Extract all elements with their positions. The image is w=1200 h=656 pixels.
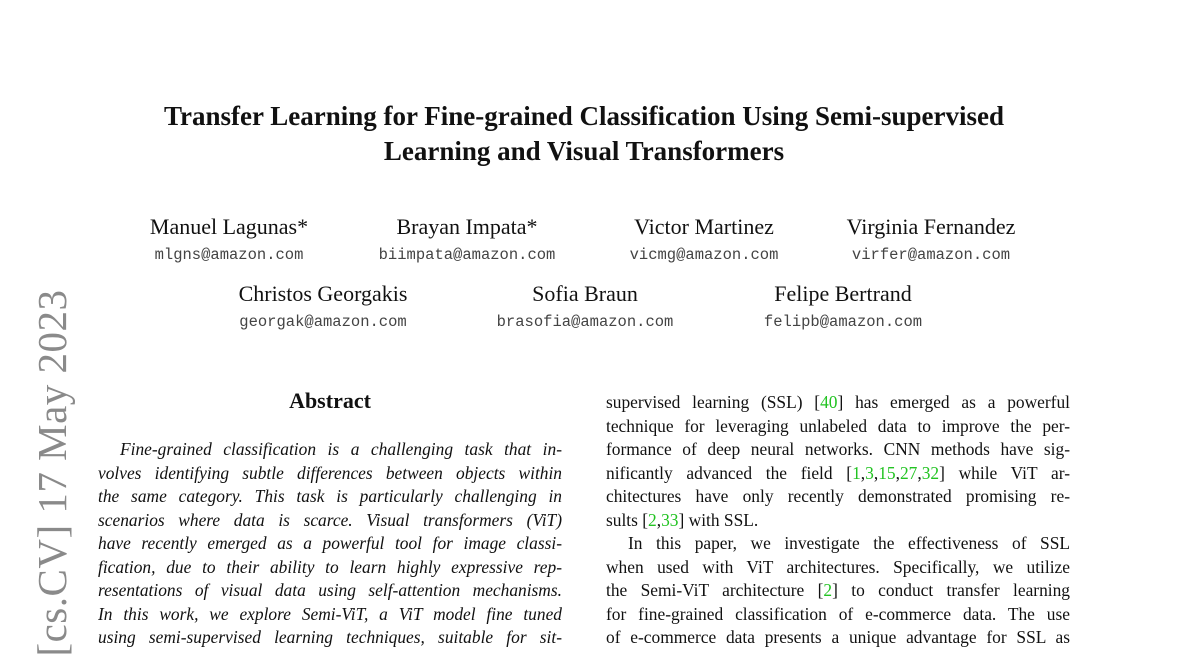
citation-link[interactable]: 32 [921, 462, 940, 483]
abstract-line: volves identifying subtle differences between objects within [98, 462, 562, 483]
author-email: felipb@amazon.com [763, 313, 923, 331]
author-name: Victor Martinez [634, 214, 774, 239]
author-block [239, 281, 408, 332]
citation-link[interactable]: 3 [865, 462, 874, 483]
author-name: Manuel Lagunas* [149, 214, 309, 239]
author-block [847, 214, 1016, 265]
citation-link[interactable]: 15 [878, 462, 896, 483]
title-line-1: Transfer Learning for Fine-grained Classification Using Semi-supervised [164, 101, 1004, 131]
abstract-line: Fine-grained classification is a challenging task that in- [120, 439, 562, 459]
body-line: the Semi-ViT architecture [2] to conduct transfer learning [606, 580, 1070, 600]
intro-body [606, 391, 1070, 650]
abstract-heading: Abstract [289, 388, 371, 413]
author-email: vicmg@amazon.com [629, 246, 779, 264]
author-name: Christos Georgakis [238, 281, 408, 306]
author-name: Sofia Braun [532, 281, 638, 306]
paper-title [0, 99, 1168, 169]
author-email: virfer@amazon.com [851, 246, 1011, 264]
author-block [497, 281, 674, 332]
citation-link[interactable]: 33 [661, 509, 679, 530]
body-line: sults [2,33] with SSL. [606, 509, 759, 530]
citation-link[interactable]: 40 [820, 392, 838, 412]
abstract-line: scenarios where data is scarce. Visual transformers (ViT) [98, 509, 562, 530]
abstract-line: have recently emerged as a powerful tool for image classi- [98, 533, 562, 553]
abstract-line: resentations of visual data using self-attention mechanisms. [98, 580, 562, 600]
body-line: for fine-grained classification of e-commerce data. The use [606, 603, 1070, 624]
abstract-line: fication, due to their ability to learn highly expressive rep- [98, 556, 562, 577]
author-email: brasofia@amazon.com [496, 313, 674, 331]
body-line: formance of deep neural networks. CNN methods have sig- [606, 439, 1070, 459]
abstract-line: In this work, we explore Semi-ViT, a ViT model fine tuned [98, 603, 562, 624]
citation-link[interactable]: 1 [852, 462, 861, 483]
body-line: technique for leveraging unlabeled data to improve the per- [606, 415, 1070, 436]
body-line: chitectures have only recently demonstrated promising re- [606, 486, 1070, 506]
body-line: when used with ViT architectures. Specifically, we utilize [606, 556, 1070, 577]
author-email: mlgns@amazon.com [154, 246, 304, 264]
citation-link[interactable]: 2 [823, 580, 833, 600]
author-block [379, 214, 556, 265]
body-line: supervised learning (SSL) [40] has emerged as a powerful [606, 392, 1070, 412]
abstract-line: using semi-supervised learning techniques, suitable for sit- [98, 627, 562, 647]
abstract-body [98, 438, 562, 650]
author-name: Felipe Bertrand [774, 281, 912, 306]
title-line-2: Learning and Visual Transformers [383, 136, 785, 166]
author-name: Brayan Impata* [396, 214, 538, 239]
author-email: georgak@amazon.com [239, 313, 407, 331]
author-block [630, 214, 779, 265]
citation-link[interactable]: 27 [899, 462, 918, 483]
body-line: In this paper, we investigate the effectiveness of SSL [628, 533, 1070, 553]
arxiv-stamp-text: [cs.CV] 17 May 2023 [29, 288, 75, 656]
author-block [150, 214, 308, 265]
abstract-line: the same category. This task is particularly challenging in [98, 486, 562, 506]
body-line: nificantly advanced the field [1,3,15,27,32] while ViT ar- [606, 462, 1070, 483]
author-email: biimpata@amazon.com [378, 246, 556, 264]
author-block [764, 281, 922, 332]
author-name: Virginia Fernandez [846, 214, 1016, 239]
arxiv-side-stamp [24, 288, 80, 656]
body-line: of e-commerce data presents a unique advantage for SSL as [606, 627, 1070, 647]
citation-link[interactable]: 2 [648, 509, 657, 530]
